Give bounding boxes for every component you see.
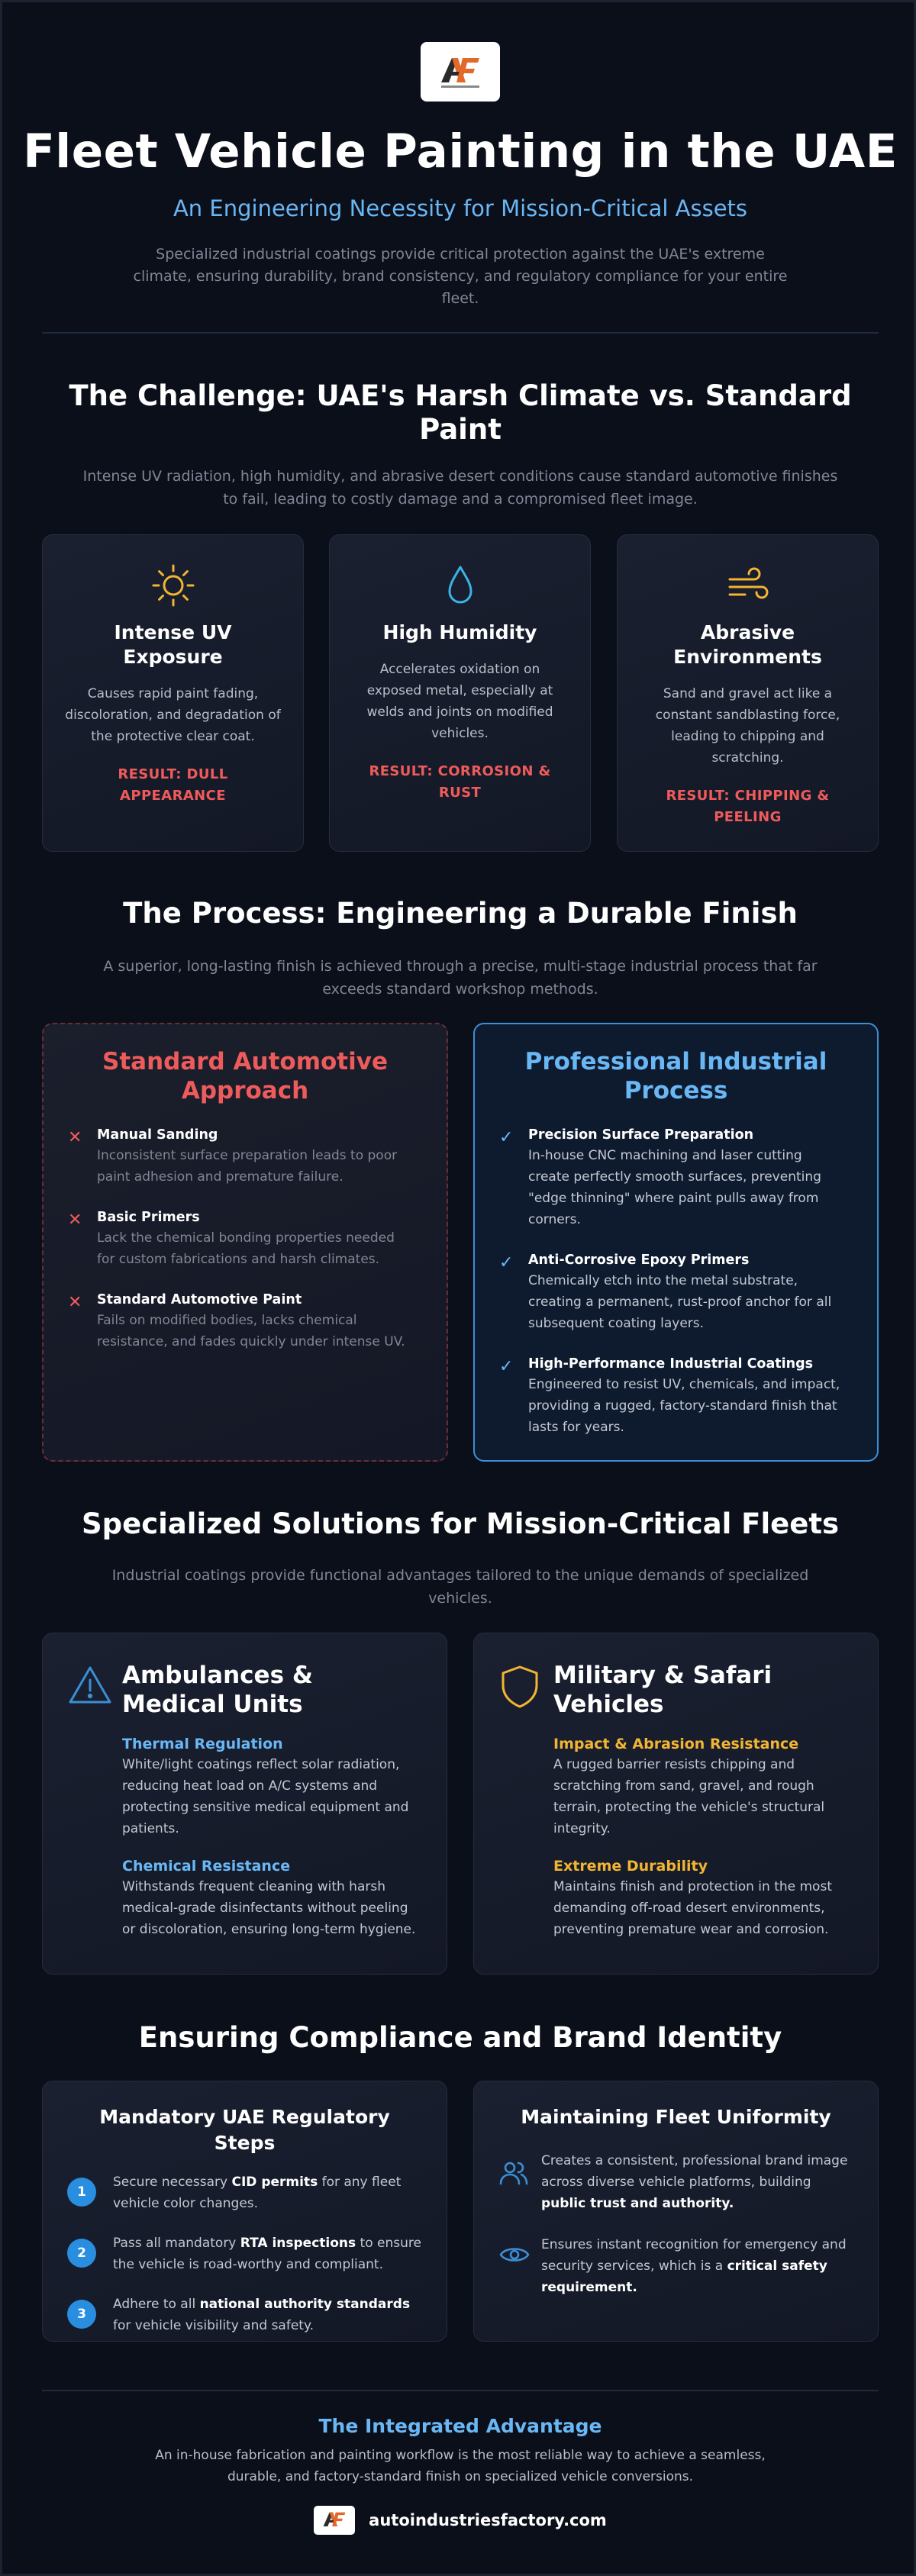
item-title: High-Performance Industrial Coatings: [528, 1356, 814, 1372]
challenge-card-abrasive: [617, 534, 879, 852]
cross-icon: ✕: [68, 1128, 82, 1147]
challenge-card-title: Intense UV Exposure: [114, 621, 232, 668]
footer-logo: [314, 2506, 355, 2535]
solution-card-title: Military & Safari Vehicles: [553, 1662, 772, 1718]
regulatory-steps-heading: Mandatory UAE Regulatory Steps: [99, 2106, 390, 2154]
industrial-process-heading: Professional Industrial Process: [524, 1048, 827, 1104]
item-desc: Chemically etch into the metal substrate, creating a permanent, rust-proof anchor for all subsequent coating layers.: [528, 1273, 832, 1331]
list-item: [498, 2150, 853, 2214]
challenge-card-title: High Humidity: [382, 621, 537, 643]
solution-point-title: Impact & Abrasion Resistance: [553, 1736, 799, 1752]
check-icon: ✓: [499, 1357, 514, 1376]
industrial-process-card: [473, 1023, 879, 1462]
af-logo-icon: [320, 2509, 349, 2532]
sun-icon: [64, 561, 282, 607]
eye-icon: [498, 2234, 541, 2298]
item-desc: Lack the chemical bonding properties needed for custom fabrications and harsh climates.: [97, 1230, 395, 1267]
challenge-card-result: RESULT: DULL APPEARANCE: [118, 766, 228, 804]
list-item: [68, 1207, 416, 1270]
website-link[interactable]: autoindustriesfactory.com: [369, 2511, 607, 2529]
solution-point-desc: A rugged barrier resists chipping and scratching from sand, gravel, and rough terrain, protecting the vehicle's structural integrity.: [553, 1757, 825, 1836]
item-desc: Engineered to resist UV, chemicals, and impact, providing a rugged, factory-standard finish that lasts for years.: [528, 1377, 840, 1435]
challenge-card-result: RESULT: CHIPPING & PEELING: [666, 788, 830, 825]
solution-point-title: Chemical Resistance: [122, 1858, 291, 1875]
uniformity-text: Creates a consistent, professional brand image across diverse vehicle platforms, building public trust and authority.: [541, 2153, 848, 2211]
footer-title: The Integrated Advantage: [318, 2415, 602, 2437]
step-text: Pass all mandatory RTA inspections to ensure the vehicle is road-worthy and compliant.: [113, 2236, 421, 2272]
challenge-card-result: RESULT: CORROSION & RUST: [369, 763, 551, 801]
wind-icon: [639, 561, 856, 607]
item-title: Standard Automotive Paint: [97, 1292, 302, 1307]
regulatory-steps-card: [42, 2081, 447, 2342]
page-subtitle: An Engineering Necessity for Mission-Critical Assets: [173, 195, 748, 221]
step-text: Adhere to all national authority standards for vehicle visibility and safety.: [113, 2297, 411, 2333]
footer-desc: An in-house fabrication and painting workflow is the most reliable way to achieve a seamless, durable, and factory-standard finish on specialized vehicle conversions.: [155, 2448, 766, 2484]
solution-point-title: Thermal Regulation: [122, 1736, 283, 1752]
footer-brand: [2, 2506, 916, 2535]
solution-point-title: Extreme Durability: [553, 1858, 708, 1875]
list-item: [67, 2233, 422, 2275]
challenge-card-desc: Sand and gravel act like a constant sandblasting force, leading to chipping and scratching.: [655, 686, 840, 766]
intro-text: Specialized industrial coatings provide critical protection against the UAE's extreme climate, ensuring durability, brand consistency, and regulatory compliance for your entire fleet.: [133, 246, 788, 307]
challenge-card-uv: [42, 534, 304, 852]
users-icon: [498, 2150, 541, 2214]
footer-divider: [42, 2390, 879, 2391]
list-item: [498, 2234, 853, 2298]
item-title: Basic Primers: [97, 1210, 200, 1225]
item-desc: In-house CNC machining and laser cutting create perfectly smooth surfaces, preventing "edge thinning" where paint pulls away from corners.: [528, 1148, 821, 1227]
list-item: [499, 1354, 847, 1438]
step-text: Secure necessary CID permits for any fleet vehicle color changes.: [113, 2175, 402, 2211]
item-title: Precision Surface Preparation: [528, 1127, 754, 1143]
list-item: [67, 2294, 422, 2336]
step-number-badge: 1: [67, 2178, 96, 2207]
item-desc: Inconsistent surface preparation leads to poor paint adhesion and premature failure.: [97, 1148, 398, 1185]
challenge-subtitle: Intense UV radiation, high humidity, and abrasive desert conditions cause standard automotive finishes to fail, leading to costly damage and a compromised fleet image.: [82, 468, 838, 508]
fleet-uniformity-card: [473, 2081, 879, 2342]
cross-icon: ✕: [68, 1293, 82, 1312]
af-logo-icon: [435, 52, 485, 92]
challenge-card-desc: Accelerates oxidation on exposed metal, especially at welds and joints on modified vehicles.: [366, 662, 553, 741]
brand-logo: [421, 42, 500, 102]
solution-point-desc: White/light coatings reflect solar radiation, reducing heat load on A/C systems and protecting sensitive medical equipment and patients.: [122, 1757, 409, 1836]
shield-icon: [498, 1661, 553, 1713]
list-item: [499, 1125, 847, 1230]
fleet-uniformity-heading: Maintaining Fleet Uniformity: [521, 2106, 831, 2128]
page-title: Fleet Vehicle Painting in the UAE: [23, 124, 898, 179]
divider: [42, 332, 879, 334]
challenge-card-title: Abrasive Environments: [673, 621, 822, 668]
warning-icon: [67, 1661, 122, 1710]
list-item: [67, 2171, 422, 2214]
list-item: [68, 1125, 416, 1188]
standard-approach-heading: Standard Automotive Approach: [102, 1048, 388, 1104]
water-drop-icon: [351, 561, 569, 607]
process-title: The Process: Engineering a Durable Finish: [123, 897, 798, 930]
check-icon: ✓: [499, 1253, 514, 1272]
list-item: [499, 1250, 847, 1334]
challenge-card-desc: Causes rapid paint fading, discoloration, and degradation of the protective clear coat.: [65, 686, 281, 744]
step-number-badge: 3: [67, 2300, 96, 2329]
challenge-title: The Challenge: UAE's Harsh Climate vs. Standard Paint: [69, 379, 852, 446]
step-number-badge: 2: [67, 2239, 96, 2268]
uniformity-text: Ensures instant recognition for emergency and security services, which is a critical safety requirement.: [541, 2237, 847, 2295]
solution-card-military: [473, 1633, 879, 1975]
item-title: Anti-Corrosive Epoxy Primers: [528, 1253, 750, 1268]
challenge-card-humidity: [329, 534, 591, 852]
check-icon: ✓: [499, 1128, 514, 1147]
list-item: [68, 1290, 416, 1352]
standard-approach-card: [42, 1023, 448, 1462]
solutions-subtitle: Industrial coatings provide functional advantages tailored to the unique demands of specialized vehicles.: [111, 1567, 809, 1607]
compliance-title: Ensuring Compliance and Brand Identity: [138, 2021, 782, 2054]
solution-card-title: Ambulances & Medical Units: [122, 1662, 313, 1718]
solutions-title: Specialized Solutions for Mission-Critical Fleets: [81, 1507, 840, 1540]
solution-card-ambulances: [42, 1633, 447, 1975]
solution-point-desc: Withstands frequent cleaning with harsh medical-grade disinfectants without peeling or discoloration, ensuring long-term hygiene.: [122, 1879, 416, 1937]
cross-icon: ✕: [68, 1211, 82, 1230]
process-subtitle: A superior, long-lasting finish is achieved through a precise, multi-stage industrial process that far exceeds standard workshop methods.: [103, 958, 818, 998]
item-desc: Fails on modified bodies, lacks chemical resistance, and fades quickly under intense UV.: [97, 1313, 405, 1349]
item-title: Manual Sanding: [97, 1127, 218, 1143]
solution-point-desc: Maintains finish and protection in the most demanding off-road desert environments, preventing premature wear and corrosion.: [553, 1879, 832, 1937]
